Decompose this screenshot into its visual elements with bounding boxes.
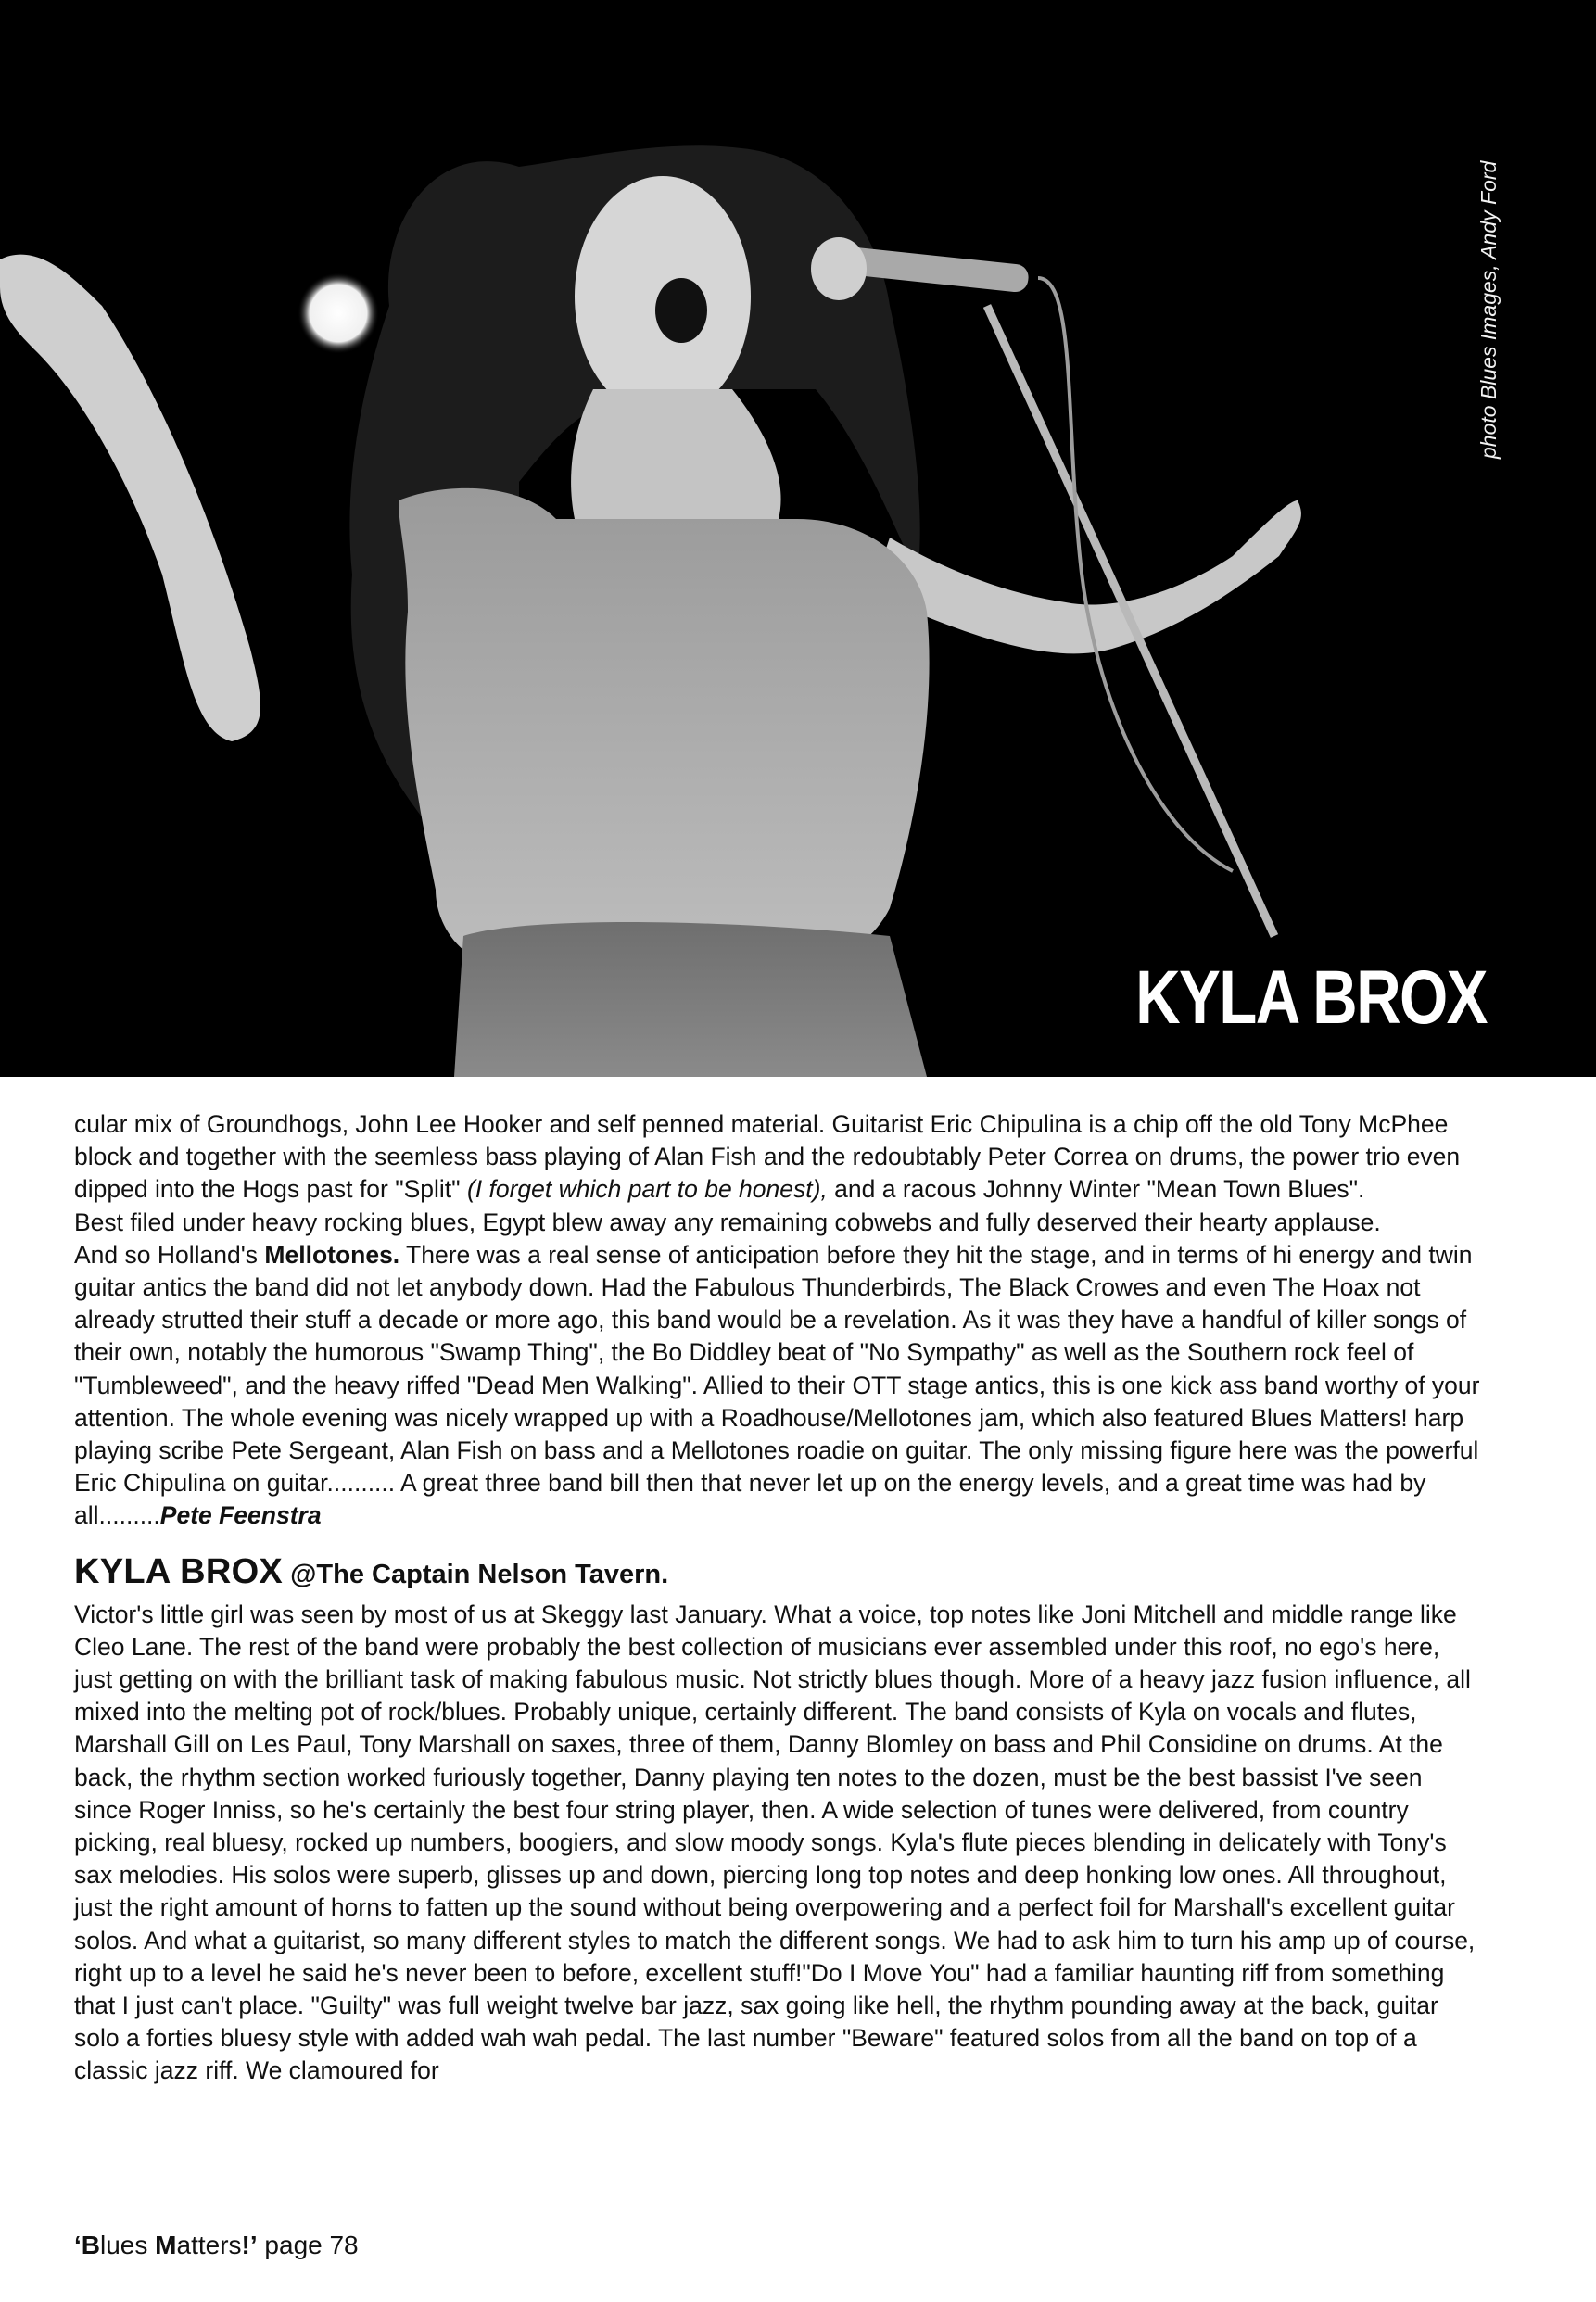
footer-text: atters [176, 2231, 242, 2259]
paragraph-egypt [74, 1108, 1483, 1207]
article-body [74, 1108, 1483, 2088]
author-byline: Pete Feenstra [159, 1501, 322, 1530]
singer-illustration [0, 0, 1596, 1077]
heading-artist: KYLA BROX [74, 1551, 284, 1591]
paragraph-text: and a racous Johnny Winter "Mean Town Blues". [827, 1175, 1365, 1204]
page-number: page 78 [257, 2231, 359, 2259]
photo-credit: photo Blues Images, Andy Ford [1476, 160, 1501, 459]
jeans [454, 922, 927, 1077]
mic-head [811, 237, 867, 300]
band-name: Mellotones. [264, 1240, 400, 1269]
paragraph-summary: Best filed under heavy rocking blues, Egypt blew away any remaining cobwebs and fully deserved their hearty applause. [74, 1208, 1381, 1236]
footer-text: lues [100, 2231, 156, 2259]
paragraph-mellotones [74, 1239, 1483, 1533]
heading-venue: @The Captain Nelson Tavern. [283, 1559, 669, 1589]
mouth [655, 278, 707, 343]
italic-aside: (I forget which part to be honest), [466, 1175, 828, 1204]
section-heading [74, 1551, 1483, 1595]
photo-title: KYLA BROX [1135, 955, 1487, 1040]
footer-letter: M [155, 2231, 177, 2259]
page-footer [74, 2231, 359, 2260]
top-garment [399, 488, 930, 964]
footer-letter: !’ [241, 2231, 258, 2259]
concert-photo [0, 0, 1596, 1077]
paragraph-text: cular mix of Groundhogs, John Lee Hooker and self penned material. Guitarist Eric Chipulina is a chip off the old Tony McPhee block and together with the seemless bass playing of Alan Fish and the redoubtably Peter Correa on drums, the power trio even dipped into the Hogs past for "Split" [74, 1110, 1461, 1204]
stage-light [298, 272, 379, 354]
paragraph-text: There was a real sense of anticipation before they hit the stage, and in terms of hi energy and twin guitar antics the band did not let anybody down. Had the Fabulous Thunderbirds, The Black Crowes and even The Hoax not already strutted their stuff a decade or more ago, this band would be a revelation. As it was they have a handful of killer songs of their own, notably the humorous "Swamp Thing", the Bo Diddley beat of "No Sympathy" as well as the Southern rock feel of "Tumbleweed", and the heavy riffed "Dead Men Walking". Allied to their OTT stage antics, this is one kick ass band worthy of your attention. The whole evening was nicely wrapped up with a Roadhouse/Mellotones jam, which also featured Blues Matters! harp playing scribe Pete Sergeant, Alan Fish on bass and a Mellotones roadie on guitar. The only missing figure here was the powerful Eric Chipulina on guitar.......... A great three band bill then that never let up on the energy levels, and a great time was had by all......... [74, 1240, 1480, 1530]
footer-letter: B [81, 2231, 101, 2259]
paragraph-kyla-review: Victor's little girl was seen by most of us at Skeggy last January. What a voice, top notes like Joni Mitchell and middle range like Cleo Lane. The rest of the band were probably the best collection of musicians ever assembled under this roof, no ego's here, just getting on with the brilliant task of making fabulous music. Not strictly blues though. More of a heavy jazz fusion influence, all mixed into the melting pot of rock/blues. Probably unique, certainly different. The band consists of Kyla on vocals and flutes, Marshall Gill on Les Paul, Tony Marshall on saxes, three of them, Danny Blomley on bass and Phil Considine on drums. At the back, the rhythm section worked furiously together, Danny playing ten notes to the dozen, must be the best bassist I've seen since Roger Inniss, so he's certainly the best four string player, then. A wide selection of tunes were delivered, from country picking, real bluesy, rocked up numbers, boogiers, and slow moody songs. Kyla's flute pieces blending in delicately with Tony's sax melodies. His solos were superb, glisses up and down, piercing long top notes and deep honking low ones. All throughout, just the right amount of horns to fatten up the sound without being overpowering and a perfect foil for Marshall's excellent guitar solos. And what a guitarist, so many different styles to match the different songs. We had to ask him to turn his amp up of course, right up to a level he said he's never been to before, excellent stuff!"Do I Move You" had a familiar haunting riff from something that I just can't place. "Guilty" was full weight twelve bar jazz, sax going like hell, the rhythm pounding away at the back, guitar solo a forties bluesy style with added wah wah pedal. The last number "Beware" featured solos from all the band on top of a classic jazz riff. We clamoured for [74, 1600, 1476, 2085]
paragraph-text: And so Holland's [74, 1240, 265, 1269]
footer-quote: ‘ [74, 2231, 82, 2259]
